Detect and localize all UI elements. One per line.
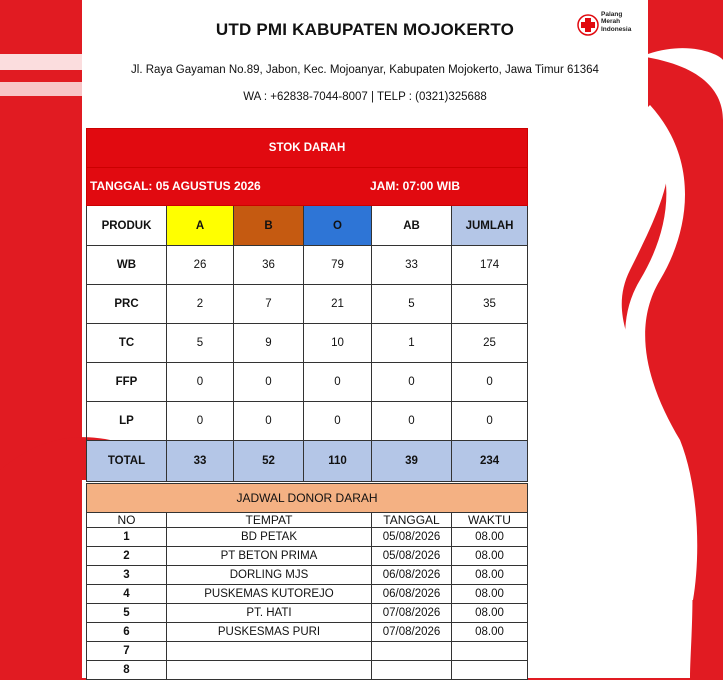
col-no: NO [87,513,167,528]
cell-a: 5 [167,324,234,363]
table-row [87,642,528,661]
table-row [87,604,528,623]
col-jumlah: JUMLAH [452,206,528,246]
cell-jumlah: 0 [452,402,528,441]
schedule-header-row [87,513,528,528]
cell-jumlah: 35 [452,285,528,324]
col-waktu: WAKTU [452,513,528,528]
pmi-logo [577,10,647,40]
table-row [87,246,528,285]
cell-b: 36 [234,246,304,285]
total-row [87,441,528,482]
cell-tanggal: 05/08/2026 [372,547,452,566]
total-a: 33 [167,441,234,482]
blood-stock-table [86,128,528,482]
cell-tempat: PUSKESMAS PURI [167,623,372,642]
table-row [87,324,528,363]
red-cross-icon [577,14,599,36]
table-row [87,623,528,642]
cell-waktu: 08.00 [452,623,528,642]
cell-a: 0 [167,363,234,402]
table-row [87,547,528,566]
cell-ab: 0 [372,363,452,402]
cell-tanggal: 06/08/2026 [372,585,452,604]
logo-word-3: Indonesia [601,25,632,33]
cell-o: 79 [304,246,372,285]
donor-schedule-table [86,483,528,680]
cell-a: 2 [167,285,234,324]
row-produk: WB [87,246,167,285]
table-row [87,285,528,324]
cell-waktu [452,642,528,661]
col-produk: PRODUK [87,206,167,246]
cell-tanggal: 05/08/2026 [372,528,452,547]
cell-tempat: PT. HATI [167,604,372,623]
cell-no: 6 [87,623,167,642]
cell-tanggal: 07/08/2026 [372,604,452,623]
cell-b: 7 [234,285,304,324]
cell-waktu: 08.00 [452,604,528,623]
cell-jumlah: 174 [452,246,528,285]
stock-header-row [87,206,528,246]
row-produk: TC [87,324,167,363]
stock-title: STOK DARAH [87,129,528,168]
cell-tempat: PUSKEMAS KUTOREJO [167,585,372,604]
cell-ab: 1 [372,324,452,363]
stock-date: TANGGAL: 05 AGUSTUS 2026 [90,179,261,193]
row-produk: FFP [87,363,167,402]
col-o: O [304,206,372,246]
cell-no: 5 [87,604,167,623]
cell-tempat [167,661,372,680]
cell-tempat: DORLING MJS [167,566,372,585]
col-tempat: TEMPAT [167,513,372,528]
cell-no: 4 [87,585,167,604]
cell-tempat: BD PETAK [167,528,372,547]
col-b: B [234,206,304,246]
cell-no: 3 [87,566,167,585]
cell-jumlah: 0 [452,363,528,402]
table-row [87,661,528,680]
row-produk: PRC [87,285,167,324]
cell-o: 10 [304,324,372,363]
letterhead [82,0,648,124]
col-ab: AB [372,206,452,246]
cell-o: 0 [304,363,372,402]
cell-tanggal: 06/08/2026 [372,566,452,585]
total-jumlah: 234 [452,441,528,482]
cell-waktu: 08.00 [452,585,528,604]
table-row [87,585,528,604]
total-ab: 39 [372,441,452,482]
cell-tempat: PT BETON PRIMA [167,547,372,566]
logo-word-2: Merah [601,18,621,26]
total-label: TOTAL [87,441,167,482]
cell-jumlah: 25 [452,324,528,363]
cell-b: 0 [234,402,304,441]
cell-a: 0 [167,402,234,441]
cell-b: 9 [234,324,304,363]
cell-no: 8 [87,661,167,680]
col-tanggal: TANGGAL [372,513,452,528]
cell-waktu: 08.00 [452,547,528,566]
cell-o: 21 [304,285,372,324]
org-title: UTD PMI KABUPATEN MOJOKERTO [215,20,515,39]
org-address: Jl. Raya Gayaman No.89, Jabon, Kec. Mojoanyar, Kabupaten Mojokerto, Jawa Timur 61364 [131,64,599,76]
cell-ab: 33 [372,246,452,285]
cell-no: 7 [87,642,167,661]
table-row [87,528,528,547]
org-contact: WA : +62838-7044-8007 | TELP : (0321)325688 [243,91,487,103]
cell-waktu: 08.00 [452,528,528,547]
cell-ab: 0 [372,402,452,441]
table-row [87,566,528,585]
stock-datetime-row [87,168,528,206]
cell-tanggal [372,642,452,661]
row-produk: LP [87,402,167,441]
total-b: 52 [234,441,304,482]
cell-waktu: 08.00 [452,566,528,585]
schedule-title: JADWAL DONOR DARAH [87,484,528,513]
cell-no: 2 [87,547,167,566]
cell-waktu [452,661,528,680]
col-a: A [167,206,234,246]
cell-no: 1 [87,528,167,547]
cell-ab: 5 [372,285,452,324]
cell-b: 0 [234,363,304,402]
cell-tempat [167,642,372,661]
cell-tanggal: 07/08/2026 [372,623,452,642]
cell-tanggal [372,661,452,680]
cell-a: 26 [167,246,234,285]
logo-word-1: Palang [601,11,623,18]
table-row [87,402,528,441]
total-o: 110 [304,441,372,482]
stock-time: JAM: 07:00 WIB [370,179,461,193]
table-row [87,363,528,402]
cell-o: 0 [304,402,372,441]
